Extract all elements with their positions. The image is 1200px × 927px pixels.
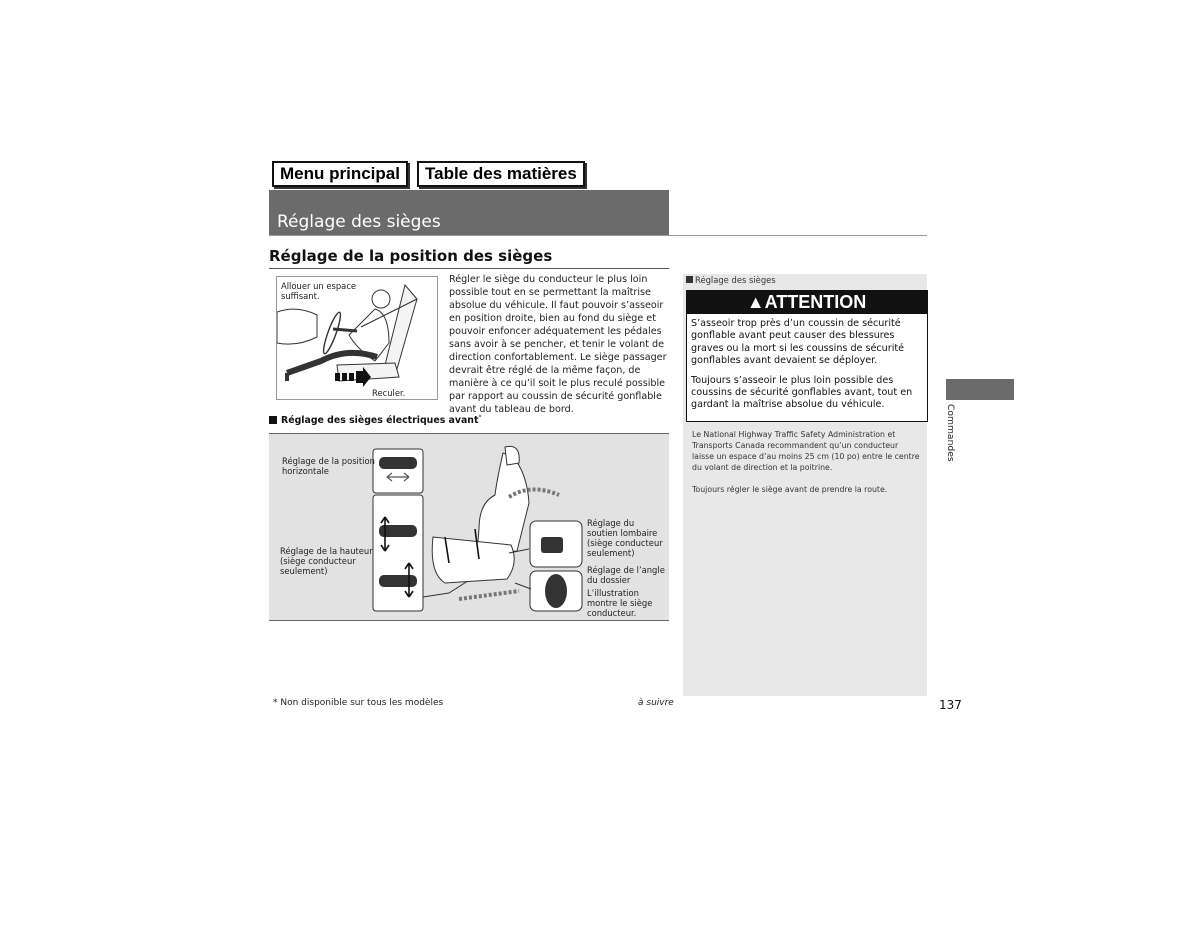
power-seat-heading-text: Réglage des sièges électriques avant [281, 415, 479, 427]
sidebar-reference [686, 275, 776, 285]
lumbar-adjust-label: Réglage du soutien lombaire (siège conducteur seulement) [587, 518, 663, 558]
section-divider [269, 268, 669, 269]
height-adjust-label: Réglage de la hauteur (siège conducteur seulement) [280, 546, 373, 576]
page-number: 137 [939, 698, 962, 712]
footnote: * Non disponible sur tous les modèles [273, 698, 444, 708]
attention-paragraph-1: S’asseoir trop près d’un coussin de sécurité gonflable avant peut causer des blessures graves ou la mort si les coussins de sécurité gonflables avant devaient se déployer. [691, 318, 905, 367]
title-divider [269, 235, 927, 236]
page-title: Réglage des sièges [277, 212, 441, 232]
warning-icon: ▲ [746, 292, 765, 312]
sidebar-reference-text: Réglage des sièges [695, 275, 776, 285]
attention-text [691, 318, 921, 412]
square-bullet-icon [269, 416, 277, 424]
recline-adjust-label: Réglage de l’angle du dossier [587, 565, 665, 585]
continued-label: à suivre [638, 698, 674, 708]
reference-icon [686, 276, 693, 283]
horizontal-adjust-label: Réglage de la position horizontale [282, 456, 375, 476]
illustration-note: L’illustration montre le siège conducteur. [587, 588, 653, 618]
attention-paragraph-2: Toujours s’asseoir le plus loin possible des coussins de sécurité gonflables avant, tout en gardant la maîtrise absolue du véhicule. [691, 374, 913, 411]
attention-header [686, 290, 927, 314]
footnote-marker: * [478, 414, 482, 421]
sidebar-note-1: Le National Highway Traffic Safety Administration et Transports Canada recommandent qu’un conducteur laisse un espace d’au moins 25 cm (10 po) entre le centre du volant de direction et la poitrine. [692, 430, 920, 472]
move-back-label: Reculer. [372, 388, 406, 398]
table-of-contents-button[interactable]: Table des matières [417, 161, 585, 187]
section-title: Réglage de la position des sièges [269, 247, 553, 265]
chapter-tab [946, 379, 1014, 400]
page-title-bar [269, 190, 669, 235]
space-label: Allouer un espace suffisant. [281, 281, 357, 301]
power-seat-heading [269, 414, 481, 426]
sidebar-note-2: Toujours régler le siège avant de prendre la route. [692, 485, 888, 494]
chapter-tab-label: Commandes [945, 404, 956, 462]
attention-title: ATTENTION [764, 292, 867, 312]
main-menu-button[interactable]: Menu principal [272, 161, 408, 187]
seat-position-paragraph: Régler le siège du conducteur le plus loin possible tout en se permettant la maîtrise absolue du véhicule. Il faut pouvoir s’asseoir en position droite, bien au fond du siège et pouvoir enfoncer adéquatement les pédales sans avoir à se pencher, et tenir le volant de direction confortablement. Le siège passager devrait être réglé de la même façon, de manière à ce qu’il soit le plus reculé possible par rapport au coussin de sécurité gonflable avant du tableau de bord. [449, 274, 667, 415]
